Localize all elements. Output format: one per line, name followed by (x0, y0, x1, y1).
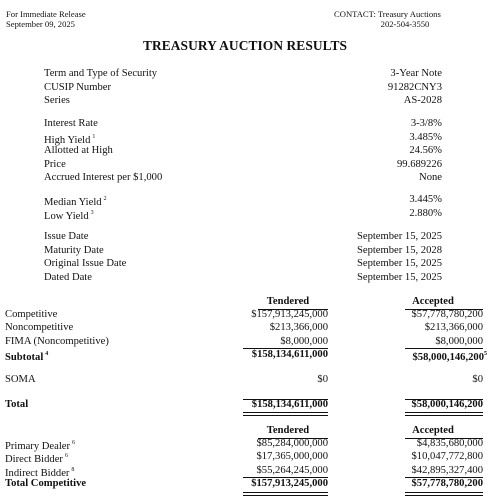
subtotal-rule (405, 348, 483, 349)
security-value: AS-2028 (403, 95, 442, 107)
rate-value: 3-3/8% (410, 118, 442, 129)
date-row (44, 230, 442, 244)
accepted-header: Accepted (412, 425, 454, 436)
security-section (44, 67, 442, 108)
accepted-cell: $58,000,146,200 (411, 399, 483, 411)
rate-label: Allotted at High (44, 145, 113, 157)
tendered-cell: $213,366,000 (269, 322, 328, 334)
date-value: September 15, 2025 (356, 231, 442, 242)
release-info (6, 9, 86, 29)
header-underline (405, 438, 483, 439)
yield-label: Low Yield (44, 210, 89, 222)
date-value: September 15, 2025 (356, 271, 442, 283)
rate-row (44, 144, 442, 158)
security-value: 3-Year Note (390, 68, 442, 79)
table-row (5, 308, 483, 321)
accepted-header: Accepted (412, 296, 454, 307)
row-label: FIMA (Noncompetitive) (5, 335, 109, 347)
accepted-cell: $42,895,327,400 (411, 464, 483, 476)
total-competitive-rule (405, 477, 483, 478)
footnote-marker: 4 (45, 350, 49, 357)
footnote-marker: 6 (72, 440, 76, 447)
total-double-rule (243, 412, 328, 416)
contact-phone: 202-504-3550 (380, 19, 430, 29)
subtotal-rule (243, 348, 328, 349)
yield-value: 3.445% (409, 194, 442, 205)
header-underline (258, 438, 328, 439)
release-label: For Immediate Release (6, 9, 86, 19)
date-value: September 15, 2025 (356, 258, 442, 270)
rate-value: None (419, 172, 442, 184)
table-row (5, 464, 483, 477)
rates-section (44, 117, 442, 185)
bidder-table (5, 424, 483, 490)
accepted-value: $58,000,146,200 (412, 351, 484, 363)
security-label: Term and Type of Security (44, 68, 158, 79)
dates-section (44, 230, 442, 284)
row-label: Direct Bidder (5, 454, 63, 466)
tendered-cell: $158,134,611,000 (251, 399, 328, 411)
row-label: Indirect Bidder (5, 467, 70, 479)
rate-value: 24.56% (409, 145, 442, 157)
date-row (44, 257, 442, 271)
accepted-cell: $10,047,772,800 (411, 451, 483, 463)
rate-row (44, 158, 442, 172)
security-row (44, 94, 442, 108)
total-competitive-double-rule (405, 492, 483, 496)
yields-section (44, 193, 442, 220)
accepted-cell: $213,366,000 (424, 322, 483, 334)
tendered-cell: $85,284,000,000 (256, 438, 328, 450)
subtotal-row (5, 348, 487, 363)
tendered-header: Tendered (266, 425, 310, 436)
table-row (5, 450, 483, 466)
footnote-marker: 2 (103, 196, 107, 202)
total-double-rule (405, 412, 483, 416)
accepted-cell: $4,835,680,000 (416, 438, 483, 450)
total-competitive-row (5, 477, 483, 490)
footnote-marker: 1 (92, 133, 96, 140)
yield-value: 2.880% (409, 207, 442, 219)
tendered-cell: $158,134,611,000 (251, 348, 328, 360)
security-value: 91282CNY3 (387, 81, 442, 93)
release-date: September 09, 2025 (6, 19, 75, 29)
rate-label: Interest Rate (44, 118, 98, 129)
tendered-cell: $157,913,245,000 (251, 477, 328, 489)
security-row (44, 67, 442, 81)
footnote-marker: 8 (71, 466, 75, 473)
tendered-cell: $0 (317, 373, 328, 385)
security-row (44, 81, 442, 95)
date-label: Maturity Date (44, 244, 104, 256)
date-row (44, 244, 442, 258)
row-label: Total Competitive (5, 477, 87, 489)
date-label: Original Issue Date (44, 258, 127, 270)
contact-info (334, 9, 454, 29)
rate-label: Price (44, 158, 66, 170)
yield-label: Median Yield (44, 197, 102, 208)
date-row (44, 271, 442, 285)
security-label: Series (44, 95, 70, 107)
row-label: SOMA (5, 373, 36, 385)
accepted-cell: $8,000,000 (435, 335, 483, 347)
accepted-cell: $0 (472, 373, 483, 385)
date-label: Issue Date (44, 231, 89, 242)
row-label: Noncompetitive (5, 322, 74, 334)
rate-row (44, 131, 442, 145)
rate-row (44, 171, 442, 185)
tendered-cell: $8,000,000 (280, 335, 328, 347)
table-header-row (5, 295, 483, 308)
row-label: Competitive (5, 309, 58, 321)
tendered-header: Tendered (266, 296, 310, 307)
accepted-cell (387, 348, 487, 364)
footnote-marker: 3 (90, 209, 94, 216)
accepted-cell: $57,778,780,200 (411, 309, 483, 321)
table-row (5, 335, 483, 348)
accepted-cell: $57,778,780,200 (411, 477, 483, 489)
yield-row (44, 207, 442, 221)
tendered-cell: $55,264,245,000 (256, 464, 328, 476)
total-competitive-double-rule (243, 492, 328, 496)
row-label: Primary Dealer (5, 441, 71, 453)
row-label: Subtotal (5, 351, 44, 363)
security-label: CUSIP Number (44, 81, 111, 93)
table-header-row (5, 424, 483, 437)
footnote-marker: 6 (64, 453, 68, 460)
total-row (5, 398, 483, 411)
tendered-cell: $157,913,245,000 (251, 309, 328, 321)
total-competitive-rule (243, 477, 328, 478)
rate-label: High Yield (44, 134, 91, 146)
rate-value: 99.689226 (396, 158, 442, 170)
yield-row (44, 193, 442, 207)
header-underline (258, 309, 328, 310)
total-rule (243, 399, 328, 400)
header-underline (405, 309, 483, 310)
contact-label: CONTACT: Treasury Auctions (334, 9, 441, 19)
date-value: September 15, 2028 (356, 244, 442, 256)
row-label: Total (5, 399, 29, 411)
rate-row (44, 117, 442, 131)
footnote-marker: 5 (484, 350, 487, 357)
tendered-cell: $17,365,000,000 (256, 451, 328, 463)
page-title: TREASURY AUCTION RESULTS (142, 38, 348, 53)
table-row (5, 373, 483, 386)
tender-summary-table (5, 295, 487, 411)
table-row (5, 437, 483, 453)
rate-label: Accrued Interest per $1,000 (44, 172, 163, 184)
date-label: Dated Date (44, 271, 92, 283)
total-rule (405, 399, 483, 400)
rate-value: 3.485% (409, 131, 442, 143)
table-row (5, 321, 483, 334)
